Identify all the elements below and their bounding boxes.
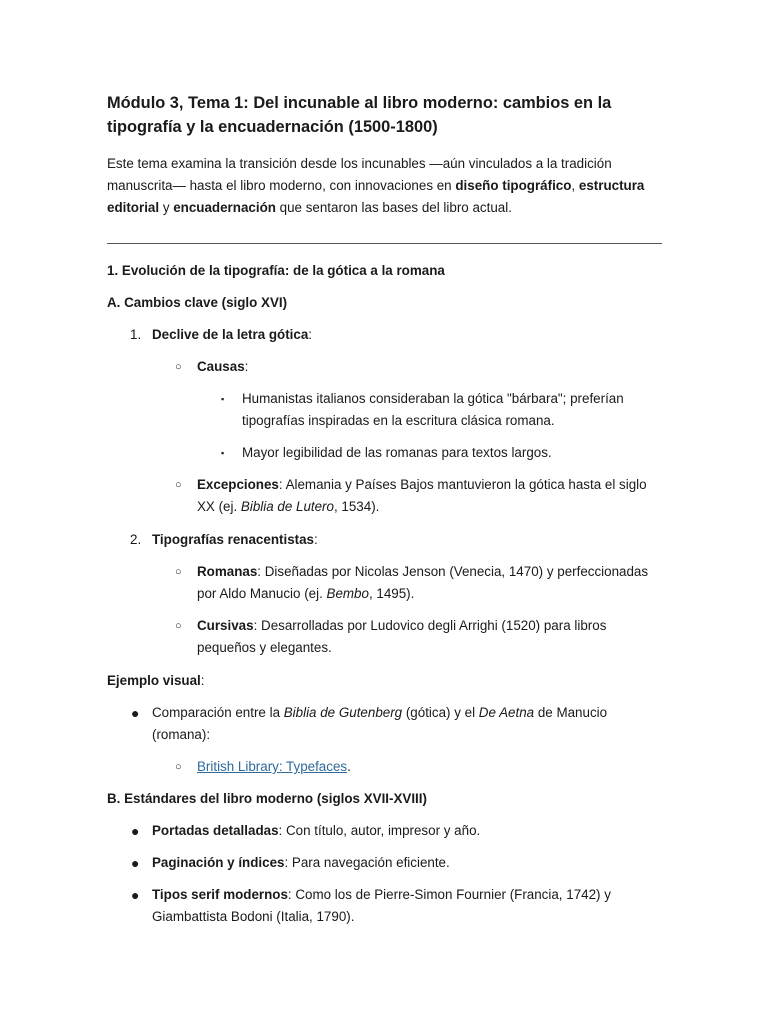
item-text: Humanistas italianos consideraban la gótica "bárbara"; preferían tipografías inspiradas en la escritura clásica romana.	[242, 391, 624, 428]
item-italic: Bembo	[326, 586, 369, 601]
list-item-link	[107, 756, 664, 778]
subsection-heading-b: B. Estándares del libro moderno (siglos XVII-XVIII)	[107, 791, 427, 806]
item-label: Causas	[197, 359, 245, 374]
item-colon: :	[308, 327, 313, 342]
item-text: de Manucio (romana):	[152, 705, 608, 742]
circle-bullet-icon: ○	[175, 566, 182, 578]
intro-bold-estructura: estructura editorial	[107, 178, 645, 215]
item-italic: Biblia de Lutero	[240, 499, 334, 514]
dot-bullet-icon: ●	[131, 887, 140, 903]
british-library-link[interactable]: British Library: Typefaces	[197, 759, 348, 774]
dot-bullet-icon: ●	[131, 855, 140, 871]
list-number: 2.	[130, 532, 142, 547]
item-text: Mayor legibilidad de las romanas para textos largos.	[242, 445, 552, 460]
item-text: : Como los de Pierre-Simon Fournier (Francia, 1742) y Giambattista Bodoni (Italia, 1790).	[152, 887, 611, 924]
list-item-paginacion	[107, 852, 664, 874]
intro-text: ,	[571, 178, 579, 193]
section-heading-1: 1. Evolución de la tipografía: de la gótica a la romana	[107, 263, 445, 278]
item-colon: :	[314, 532, 318, 547]
item-label: Excepciones	[197, 477, 279, 492]
circle-bullet-icon: ○	[175, 361, 182, 373]
item-text: : Desarrolladas por Ludovico degli Arrighi (1520) para libros pequeños y elegantes.	[197, 618, 607, 655]
item-italic: De Aetna	[478, 705, 535, 720]
intro-text: que sentaron las bases del libro actual.	[275, 200, 512, 215]
item-text: , 1534).	[333, 499, 380, 514]
horizontal-rule	[107, 243, 662, 244]
list-item-renacentistas	[107, 529, 664, 551]
item-label: Portadas detalladas	[152, 823, 279, 838]
item-label: Ejemplo visual	[107, 673, 201, 688]
ejemplo-visual-heading	[107, 670, 664, 692]
list-item-comparacion	[107, 702, 664, 746]
list-item-serif	[107, 884, 664, 928]
list-item-excepciones	[107, 474, 664, 518]
item-italic: Biblia de Gutenberg	[283, 705, 403, 720]
square-bullet-icon: ▪	[221, 448, 225, 458]
circle-bullet-icon: ○	[175, 479, 182, 491]
item-label: Cursivas	[197, 618, 254, 633]
list-item-cursivas	[107, 615, 664, 659]
item-label: Tipografías renacentistas	[152, 532, 314, 547]
item-text: : Alemania y Países Bajos mantuvieron la gótica hasta el siglo XX (ej.	[197, 477, 647, 514]
list-item-portadas	[107, 820, 664, 842]
list-item-romanas	[107, 561, 664, 605]
item-label: Paginación y índices	[152, 855, 285, 870]
item-text: (gótica) y el	[402, 705, 479, 720]
intro-bold-encuadernacion: encuadernación	[173, 200, 276, 215]
dot-bullet-icon: ●	[131, 705, 140, 721]
item-label: Romanas	[197, 564, 258, 579]
list-item-causas	[107, 356, 664, 378]
intro-paragraph	[107, 153, 664, 219]
intro-bold-diseno: diseño tipográfico	[455, 178, 572, 193]
item-colon: :	[200, 673, 205, 688]
square-bullet-icon: ▪	[221, 394, 225, 404]
item-colon: :	[244, 359, 249, 374]
item-text: Comparación entre la	[152, 705, 284, 720]
subsection-heading-a: A. Cambios clave (siglo XVI)	[107, 295, 288, 310]
list-item-humanistas	[107, 388, 664, 432]
intro-text: Este tema examina la transición desde los incunables —aún vinculados a la tradición manuscrita— hasta el libro moderno, con innovaciones en	[107, 156, 612, 193]
page-title: Módulo 3, Tema 1: Del incunable al libro moderno: cambios en la tipografía y la encuadernación (1500-1800)	[107, 94, 612, 136]
list-item-declive	[107, 324, 664, 346]
circle-bullet-icon: ○	[175, 761, 182, 773]
list-item-legibilidad	[107, 442, 664, 464]
circle-bullet-icon: ○	[175, 620, 182, 632]
item-text: , 1495).	[368, 586, 415, 601]
item-text: : Para navegación eficiente.	[284, 855, 450, 870]
item-text: : Diseñadas por Nicolas Jenson (Venecia, 1470) y perfeccionadas por Aldo Manucio (ej.	[197, 564, 649, 601]
item-text: .	[347, 759, 351, 774]
dot-bullet-icon: ●	[131, 823, 140, 839]
item-text: : Con título, autor, impresor y año.	[278, 823, 481, 838]
intro-text: y	[159, 200, 174, 215]
list-number: 1.	[130, 327, 142, 342]
item-label: Declive de la letra gótica	[152, 327, 309, 342]
item-label: Tipos serif modernos	[152, 887, 288, 902]
